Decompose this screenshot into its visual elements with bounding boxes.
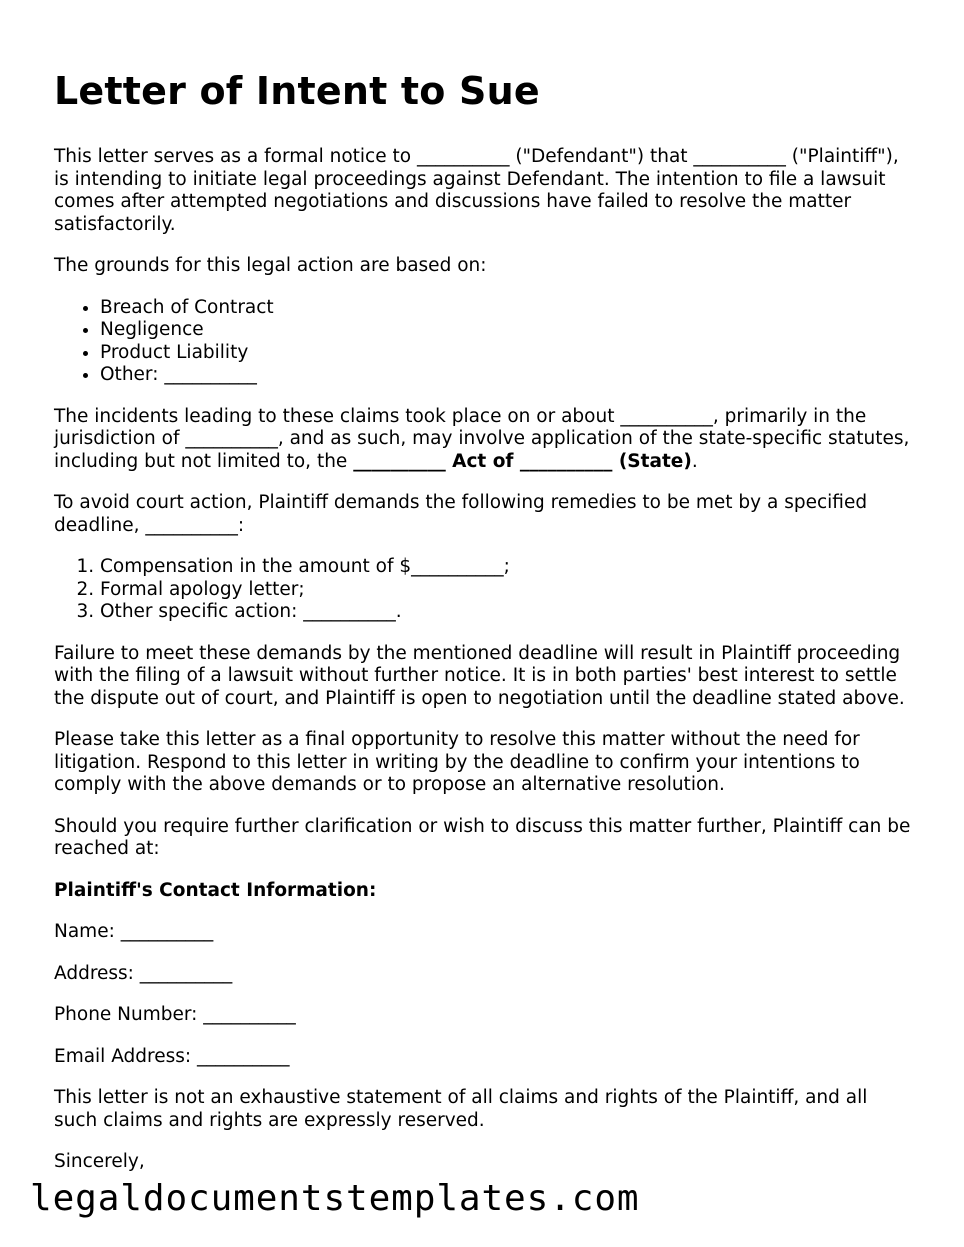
opportunity-paragraph: Please take this letter as a final opportunity to resolve this matter without the need for litigation. Respond to this letter in writing by the deadline to confirm your intentions to comply with the above demands or to propose an alternative resolution. (54, 729, 860, 795)
contact-address: Address: __________ (54, 962, 233, 984)
contact-name: Name: __________ (54, 921, 214, 942)
contact-heading: Plaintiff's Contact Information: (54, 879, 377, 901)
list-item: • Other: __________ (100, 364, 916, 387)
intro-paragraph: This letter serves as a formal notice to __________ ("Defendant") that __________ ("Plaintiff"), is intending to initiate legal proceedings against Defendant. The intention to file a lawsuit comes after attempted negotiations and discussions have failed to resolve the matter satisfactorily. (54, 146, 899, 235)
list-item: • Negligence (100, 319, 916, 342)
incidents-end: . (691, 450, 698, 472)
remedies-list (54, 556, 916, 624)
closing: Sincerely, (54, 1151, 145, 1172)
page-title: Letter of Intent to Sue (54, 69, 540, 113)
list-item: 3. Other specific action: __________. (100, 601, 916, 624)
incidents-paragraph (54, 406, 916, 474)
document-page (54, 66, 916, 1193)
statute-reference: __________ Act of __________ (State) (353, 450, 692, 472)
grounds-list (54, 297, 916, 387)
list-item: 1. Compensation in the amount of $__________; (100, 556, 916, 579)
contact-phone: Phone Number: __________ (54, 1004, 296, 1025)
incidents-text: The incidents leading to these claims took place on or about __________, primarily in the jurisdiction of __________, and as such, may involve application of the state-specific statutes, including but not limited to, the (54, 405, 910, 472)
reservation-paragraph: This letter is not an exhaustive statement of all claims and rights of the Plaintiff, and all such claims and rights are expressly reserved. (54, 1087, 868, 1131)
list-item: 2. Formal apology letter; (100, 579, 916, 602)
grounds-lead: The grounds for this legal action are based on: (54, 255, 487, 276)
remedies-lead: To avoid court action, Plaintiff demands the following remedies to be met by a specified deadline, __________: (54, 492, 868, 536)
list-item: • Breach of Contract (100, 297, 916, 320)
clarification-paragraph: Should you require further clarification or wish to discuss this matter further, Plaintiff can be reached at: (54, 815, 911, 859)
failure-paragraph: Failure to meet these demands by the mentioned deadline will result in Plaintiff proceeding with the filing of a lawsuit without further notice. It is in both parties' best interest to settle the dispute out of court, and Plaintiff is open to negotiation until the deadline stated above. (54, 642, 905, 709)
contact-email: Email Address: __________ (54, 1045, 290, 1067)
watermark: legaldocumentstemplates.com (30, 1178, 640, 1219)
list-item: • Product Liability (100, 342, 916, 365)
